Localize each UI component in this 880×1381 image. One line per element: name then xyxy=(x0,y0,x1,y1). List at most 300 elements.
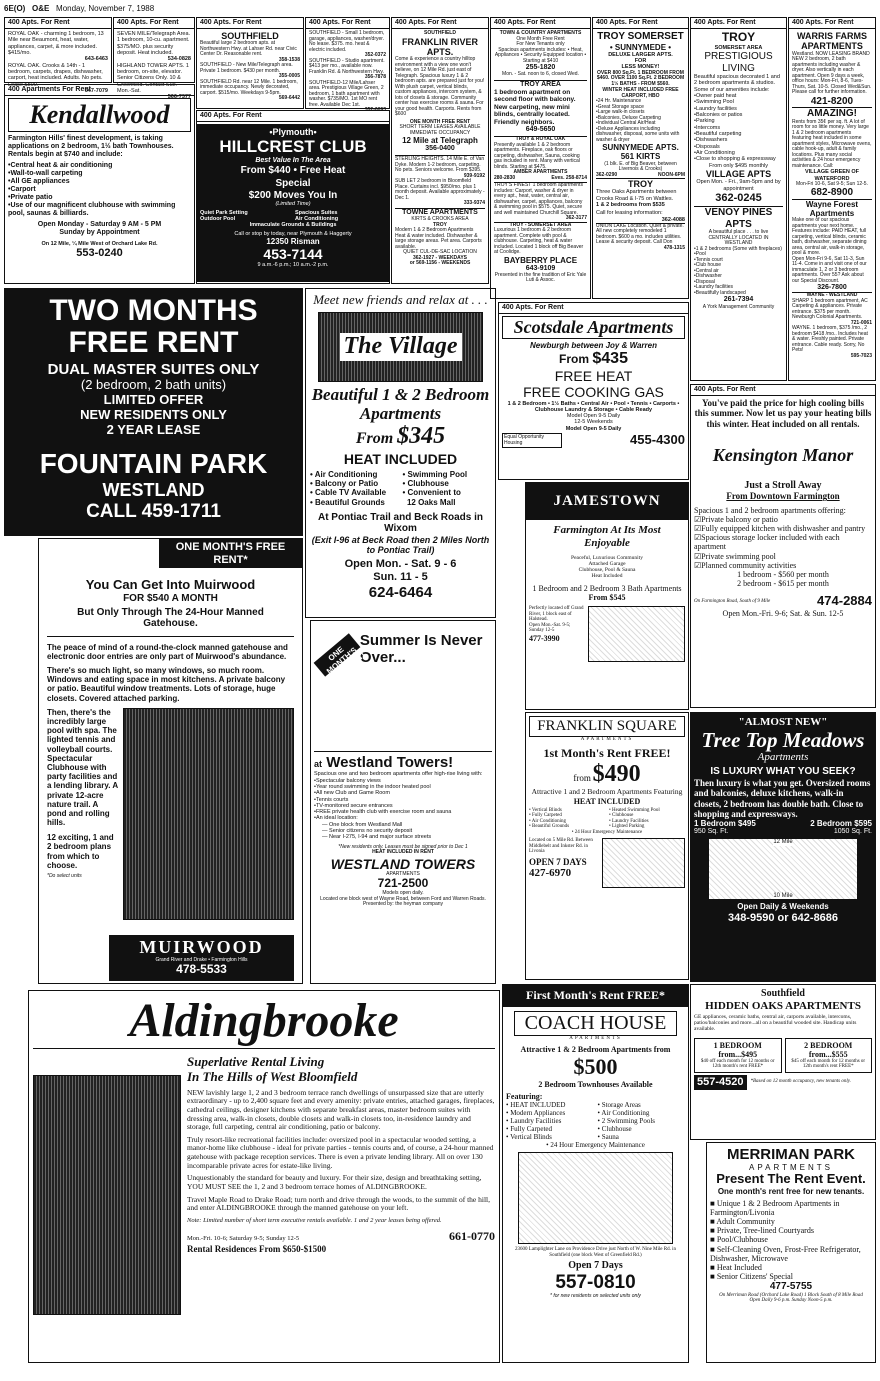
less-money: LESS MONEY! xyxy=(621,64,660,71)
ad-text: SOUTHFIELD - New Mile/Telegraph area. Private 1 bedroom. $430 per month. xyxy=(200,62,293,74)
features: 1 & 2 Bedroom • 1½ Baths • Central Air • Pool • Tennis • Carports • Clubhouse Laundry & Storage • Cable Ready xyxy=(507,400,680,413)
feature-item: • Air Conditioning xyxy=(597,1109,650,1118)
ad-the-village xyxy=(305,288,496,618)
location: Located one block west of Wayne Road, between Ford and Warren Roads. xyxy=(320,895,486,902)
banner: "ALMOST NEW" xyxy=(738,716,828,728)
column-header: 400 Apts. For Rent xyxy=(5,18,111,29)
subheadline: But Only Through The 24-Hour Manned Gatehouse. xyxy=(77,606,264,630)
free: 1st Month's Rent FREE! xyxy=(543,745,671,760)
title: FRANKLIN RIVER APTS. xyxy=(402,36,478,57)
troy-title: TROY AREA xyxy=(494,80,587,89)
feature-list xyxy=(314,778,492,822)
kirts: 561 KIRTS xyxy=(620,152,661,162)
hours-model: Model Open 9-5 Daily xyxy=(565,425,622,432)
feature-item: • Laundry facilities xyxy=(694,285,783,291)
headline: You Can Get Into Muirwood xyxy=(85,577,256,593)
feature-item: • FREE private health club with exercise room and sauna xyxy=(314,809,492,815)
logo-sub: APARTMENTS xyxy=(386,870,420,877)
b2-discount: $45 off each month for 12 months or 12th month's rent FREE* xyxy=(791,1058,866,1070)
stroll-2: From Downtown Farmington xyxy=(726,491,840,502)
open: OPEN 7 DAYS xyxy=(529,856,587,867)
ad-aldingbrooke xyxy=(28,990,500,1363)
feature-item: ■ Heat Included xyxy=(710,1262,762,1272)
classified-southfield-2 xyxy=(305,17,390,114)
feature-list xyxy=(694,515,872,570)
price: $435 xyxy=(592,349,628,367)
feature-item: • Fully Carpeted xyxy=(529,813,562,819)
ad-jamestown xyxy=(525,482,689,710)
location: On Merriman Road (Orchard Lake Road) 1 Block South of 8 Mile Road xyxy=(719,1292,863,1298)
bayberry-text: Presented in the fine tradition of Eric Yale Luti & Assoc. xyxy=(494,271,587,284)
stroll: Just a Stroll Away xyxy=(744,479,822,491)
note: *Based on 12 month occupancy, new tenants only. xyxy=(750,1079,851,1085)
logo: COACH HOUSE xyxy=(514,1011,677,1036)
vg-hours: Mon-Fri 10-6, Sat 9-5; Sun 12-5. xyxy=(796,180,868,187)
feature-item: • Balcony or Patio xyxy=(310,479,379,489)
intro-text: Farmington Hills' finest development, is taking applications on 2 bedroom, 1½ bath Townhouses. Rentals begin at $740 and include: xyxy=(8,134,174,159)
b1-discount: $40 off each month for 12 months or 12th month's rent FREE* xyxy=(700,1058,775,1070)
ad-text: ROYAL OAK - charming 1 bedroom, 13 Mile near Beaumont, heat, water, appliances, carpet, & more included. $415/mo. xyxy=(8,31,104,56)
heat-included: HEAT INCLUDED IN RENT xyxy=(372,849,434,856)
building-illustration xyxy=(33,1075,181,1315)
logo: WESTLAND TOWERS xyxy=(330,855,476,872)
at: at xyxy=(314,759,323,769)
feature-item: • Beautifully landscaped xyxy=(694,291,783,297)
paragraph-3: Then, there's the incredibly large pool with spa. The lighted tennis and volleyball courts. Spectacular Clubhouse with party facilities and a lending library. A private 12-acre nature trail. A pond and rolling hills. xyxy=(47,707,118,828)
feature-item: • Disposal xyxy=(694,280,783,286)
hours: NOON-6PM xyxy=(658,171,685,178)
hours: Mon. - Sat. noon to 6, closed Wed. xyxy=(502,71,579,78)
location: Newburgh between Joy & Warren xyxy=(530,340,657,350)
from: From only $495 monthly xyxy=(709,162,768,169)
feature-item: • HEAT INCLUDED xyxy=(506,1101,566,1110)
b2-price: from...$555 xyxy=(808,1049,848,1059)
feature-item: ☑ Private swimming pool xyxy=(694,552,872,561)
intro: Spacious 1 and 2 bedroom apartments offering: xyxy=(694,505,846,515)
phone: 721-2500 xyxy=(377,876,429,891)
feature-item: Spacious Suites xyxy=(295,209,338,216)
summer-headline: Summer Is Never Over... xyxy=(359,632,483,667)
ad-text: Westland. NOW LEASING BRAND NEW 2 bedroom, 2 bath apartments including washer & dryer. Also vertically in each apartment. Open 9 days a week, office hours: Mon-Fri, 8-6, Tues-Thurs, Sat. 10-5. Closed Wed&Sun. Please call for further information. xyxy=(792,50,872,96)
column-header: 400 Apts. For Rent xyxy=(392,18,488,29)
banner: First Month's Rent FREE* xyxy=(503,985,688,1007)
free-gas: FREE COOKING GAS xyxy=(523,384,664,401)
property-name: FOUNTAIN PARK xyxy=(39,448,268,479)
subtitle-2: For New Tenants only xyxy=(516,41,565,48)
club-title: HILLCREST CLUB xyxy=(219,137,367,157)
troy-2: TROY xyxy=(596,178,685,189)
logo: Kendallwood xyxy=(8,98,191,132)
feature-item: • 1 & 2 bedrooms (Some with fireplaces) xyxy=(694,247,783,253)
exit: (Exit I-96 at Beck Road then 2 Miles North to Pontiac Trail) xyxy=(311,534,490,556)
feature-item: • Pool xyxy=(694,252,783,258)
map-road: 10 Mile xyxy=(773,892,793,899)
meet-text: Meet new friends and relax at . . . xyxy=(313,292,488,307)
wayne2-text: WAYNE. 1 bedroom, $375 /mo., 2 bedroom $418 /mo.. Includes heat & water. Freshly painted. Private entrance. Cable ready. Sorry, No Pets! xyxy=(792,325,868,354)
intro: Beautiful spacious decorated 1 and 2 bedroom apartments & studios. Some of our amenities include: xyxy=(694,74,780,93)
wayne-phone: 326-7800 xyxy=(817,284,847,292)
paragraph-2: Truly resort-like recreational facilities include: oversized pool in a spectacular wooded setting, a manor-home like clubhouse - ideal for private parties - tennis courts and, of course, a 24-hour manned gatehouse with package reception services. There is even a private lending library. All on over 130 incomparable private acres for estate-like living. xyxy=(187,1134,494,1170)
feature-item: ■ Private, Tree-lined Courtyards xyxy=(710,1226,814,1236)
ad-text: Spacious apartments includes: • Heat, Appliances • Security Equipped location • Starting at $410 xyxy=(494,46,587,64)
sunnymede: SUNNYMEDE APTS. xyxy=(602,143,679,153)
feature-item: • Clubhouse xyxy=(402,479,449,489)
headline-2: FREE RENT xyxy=(68,325,239,359)
from: From xyxy=(559,351,590,366)
column-header: 400 Apts. For Rent xyxy=(197,18,303,29)
ad-text: SEVEN MILE/Telegraph Area. 1 bedroom, 10-cu. apartment. $375/MO. plus security deposit. Heat included. xyxy=(117,31,191,56)
paragraph-1: The peace of mind of a round-the-clock manned gatehouse and electronic door entries are only part of Muirwood's abundance. xyxy=(47,636,294,661)
location-map xyxy=(602,838,685,888)
tagline: Best Value In The Area xyxy=(255,156,331,164)
title: HIDDEN OAKS APARTMENTS xyxy=(705,999,861,1012)
ad-phone: 569-6442 xyxy=(278,95,300,102)
location: At Pontiac Trail and Beck Roads in Wixom xyxy=(317,511,484,535)
for: FOR xyxy=(634,58,647,65)
deluxe: DELUXE LARGER APTS. xyxy=(608,51,673,58)
logo: MUIRWOOD xyxy=(139,937,264,957)
ad-phone: 647-7079 xyxy=(84,87,108,94)
classified-seven-mile xyxy=(113,17,195,101)
ad-text: HIGHLAND TOWER APTS. 1 bedroom, on-site, elevator. Senior Citizens Only. 10 & Greenfield. Contact Sue. Mon.-Sat. xyxy=(117,62,189,94)
intro: Spacious one and two bedroom apartments offer high-rise living with: xyxy=(314,771,483,778)
note: Note: Limited number of short term executive rentals available. 1 and 2 year leases being offered. xyxy=(187,1216,442,1224)
call-phone: 362-4088 xyxy=(661,216,685,223)
description: Then luxury is what you get. Oversized rooms and balconies, deluxe kitchens, walk-in closets, 2 bedroom has double bath. Close to shopping and expressways. xyxy=(694,777,871,819)
hours: Open Mon. - Sat. 9 - 6 xyxy=(344,558,457,571)
from: From xyxy=(355,430,394,448)
feature-item: ■ Unique 1 & 2 Bedroom Apartments in Farmington/Livonia xyxy=(710,1198,840,1217)
hours: Open Daily 9-6 p.m. Sunday Noon-5 p.m. xyxy=(749,1298,833,1304)
logo: Kensington Manor xyxy=(712,445,854,466)
location-map xyxy=(588,606,685,662)
offer: One month's rent free for new tenants. xyxy=(717,1187,865,1197)
column-header: 400 Apts. For Rent xyxy=(789,18,875,29)
feature-item: • Vertical Blinds xyxy=(506,1133,552,1142)
note: * for new residents on selected units only xyxy=(550,1292,641,1299)
question: IS LUXURY WHAT YOU SEEK? xyxy=(710,766,856,778)
ad-title: SOUTHFIELD xyxy=(221,31,279,42)
location: 12 Mile at Telegraph xyxy=(402,136,478,146)
ad-phone: 355-0005 xyxy=(278,73,300,80)
price: $490 xyxy=(592,760,641,787)
from-price: From $545 xyxy=(588,592,626,602)
vg-phone: 682-8900 xyxy=(810,187,854,199)
dual-suites: DUAL MASTER SUITES ONLY xyxy=(47,361,260,378)
ad-phone: 939-9192 xyxy=(463,172,485,179)
open: Open Daily & Weekends xyxy=(737,902,829,912)
royal-title: TROY & ROYAL OAK xyxy=(494,136,587,143)
feature-item: • 2 Swimming Pools xyxy=(597,1117,655,1126)
royal-text: Presently available 1 & 2 bedroom apartments. Fireplace, oak floors or carpeting, dishwasher, Sauna, cooking gas included in rent. Many with vertical blinds. Starting at $475. xyxy=(494,141,580,170)
call-text: Call or stop by today, near Plymouth & Haggerty xyxy=(234,230,352,237)
ad-text: SOUTHFIELD - Small 1 bedroom, garage, appliances, washer/dryer. No lease. $375. mo. heat & electric included. xyxy=(309,30,385,53)
union-phone: 478-1315 xyxy=(663,244,685,251)
feature-item: • All new Club and Game Room xyxy=(314,790,492,796)
royal-phone: 280-2830 xyxy=(494,174,516,181)
feature-item: • Dishwasher xyxy=(694,274,783,280)
royal-company: AMBER APARTMENTS xyxy=(513,169,568,176)
feature-list xyxy=(710,1199,872,1282)
tagline: Superlative Rental Living xyxy=(187,1053,325,1069)
feature-item: — Near I-275, I-94 and major surface streets xyxy=(322,834,432,841)
feature-item: • Parking xyxy=(694,118,783,124)
feature-item: • Club house xyxy=(694,263,783,269)
feature-item: • Balconies or patios xyxy=(694,112,783,118)
feature-item: • Tennis courts xyxy=(314,797,492,803)
feature-list xyxy=(8,162,191,218)
price-2br: 2 bedroom - $615 per month xyxy=(737,579,829,589)
ad-phone: 566-7377 xyxy=(167,94,191,101)
feature-item: • Owner paid heat xyxy=(694,93,783,99)
feature-item: • Convenient to xyxy=(402,488,461,498)
feature-item: • Fully Carpeted xyxy=(506,1125,553,1134)
troy-phone: 649-5650 xyxy=(525,125,556,133)
column-header: 400 Apts. For Rent xyxy=(197,111,389,122)
towne-phone: 362-1927 - WEEKDAYS xyxy=(412,254,467,261)
phone: 348-9590 or 642-8686 xyxy=(727,911,839,924)
phone: 477-3990 xyxy=(529,633,560,643)
feature-item: • Central heat & air conditioning xyxy=(8,162,191,170)
ad-fountain-park xyxy=(4,288,303,536)
feature-item: • Sauna xyxy=(597,1133,619,1142)
heat: HEAT INCLUDED xyxy=(573,796,641,806)
b1-price: from...$495 xyxy=(718,1049,758,1059)
heat-included: HEAT INCLUDED xyxy=(343,450,458,467)
title: WARRIS FARMS APARTMENTS xyxy=(796,31,867,52)
feature-item: • Clubhouse xyxy=(597,1125,632,1134)
map-road: 12 Mile xyxy=(773,839,793,846)
eho-icon: Equal Opportunity Housing xyxy=(502,433,562,448)
ad-phone: 358-1538 xyxy=(278,56,300,63)
feature-item: • Large walk-in closets xyxy=(596,110,685,116)
feature-item: • 24 Hr. Maintenance xyxy=(596,99,685,105)
ad-hidden-oaks xyxy=(690,984,876,1140)
townhouses: 2 Bedroom Townhouses Available xyxy=(538,1079,653,1089)
title: MERRIMAN PARK xyxy=(726,1146,856,1163)
feature-item: • Modern Appliances xyxy=(506,1109,566,1118)
union-text: UNION LAKE Location. Quiet & private. All new completely remodeled 1 bedroom. $600 a mo. includes utilities. Lease & security deposit. Call Don xyxy=(596,222,684,246)
ad-text: ROYAL OAK. Crooks & 14th - 1 bedroom, carpets, drapes, dishwasher, carport, heat included. Adults. No pets. Lease $500. xyxy=(8,62,103,88)
ribbon: ONE MONTH'S FREE RENT xyxy=(314,633,361,676)
phone: 624-6464 xyxy=(368,583,433,601)
footnote: *Do select units xyxy=(47,873,82,880)
phone: 474-2884 xyxy=(817,593,872,609)
feature-item: Heat Included xyxy=(591,573,623,580)
title: Farmington At Its Most Enjoyable xyxy=(553,524,661,549)
hours: Open Mon.-Sat. 9-5; Sunday 12-5 xyxy=(529,622,571,634)
feature-list xyxy=(694,93,783,162)
phone: 557-4520 xyxy=(694,1075,747,1090)
ad-coach-house xyxy=(502,984,689,1363)
hours: Open Monday - Saturday 9 AM - 5 PM xyxy=(37,221,162,229)
feature-item: • Carport xyxy=(8,186,191,194)
lease: 2 YEAR LEASE xyxy=(106,422,201,438)
title: Westland Towers! xyxy=(326,754,454,771)
somerset-text: Luxurious 1 bedroom & 2 bedroom apartment. Complete with pool & clubhouse. Carpeting, heat & water included. Located 1 block off Big Beaver at Coolidge. xyxy=(494,227,584,256)
feature-item: • Wall-to-wall carpeting xyxy=(8,170,191,178)
feature-list xyxy=(596,99,685,143)
note: *New residents only. Leases must be signed prior to Dec 1 xyxy=(338,843,468,850)
ad-phone: 643-6463 xyxy=(84,56,108,63)
feature-item: • Deluxe Appliances including dishwasher, disposal, some units with washer & dryer xyxy=(596,127,685,144)
price-2br: 2 Bedroom $595 xyxy=(810,819,872,829)
sizes: OVER 800 Sq.Ft. 1 BEDROOM FROM $460. OVER 1100 Sq.Ft. 2 BEDROOM 1½ BATHS - FROM $560. xyxy=(596,69,685,87)
royal-evenings: Eves. 258-8714 xyxy=(551,174,587,181)
ad-merriman-park xyxy=(706,1142,876,1363)
phone: 362-0245 xyxy=(715,191,762,204)
issue-date: Monday, November 7, 1988 xyxy=(56,4,155,13)
paper-name: O&E xyxy=(32,4,50,13)
section-header: 400 Apartments For Rent xyxy=(5,85,194,96)
feature-item: ■ Pool/Clubhouse xyxy=(710,1235,768,1245)
hours: 9 a.m.-6 p.m.; 10 a.m.-2 p.m. xyxy=(257,262,329,269)
wayne2-phone: 595-7023 xyxy=(850,352,872,359)
kicker: •Plymouth• xyxy=(269,127,317,138)
ad-tree-top-meadows xyxy=(690,712,876,982)
living: LIVING xyxy=(722,62,755,74)
ad-phone: 333-9374 xyxy=(463,200,485,207)
feature-item: Air Conditioning xyxy=(295,216,339,223)
models: Models open daily. xyxy=(382,890,424,897)
towne-city: TROY xyxy=(433,221,447,228)
free-rent: ONE MONTH FREE RENT xyxy=(409,118,471,125)
feature-item: ☑ Planned community activities xyxy=(694,561,872,570)
limited-time: (Limited Time) xyxy=(275,201,311,208)
feature-item: • Beautiful Grounds xyxy=(310,497,385,507)
logo: Aldingbrooke xyxy=(33,995,495,1049)
ad-scotsdale xyxy=(498,302,689,480)
subtitle: SOMERSET AREA xyxy=(714,44,763,51)
feature-item: • Balconies, Deluxe Carpeting xyxy=(596,116,685,122)
ad-kendallwood xyxy=(4,84,195,284)
first-text: TROY'S FINEST 1 bedroom apartments includes: Carport, washer & dryer in every apt., heat, water, central air, dishwasher, carpet, appliances, balcony & swimming pool in $575. Quiet, secure and well maintained Churchill Square. xyxy=(494,182,587,216)
venoy-text: A beautiful place . . . to live CENTRALLY LOCATED IN WESTLAND xyxy=(708,229,769,247)
feature-item: • Swimming Pool xyxy=(402,470,468,479)
wayne-west-text: SHARP 1 bedroom apartment, AC Carpeting & appliances. Private entrance. $375 per month. Newburgh Colonial Apartments. xyxy=(792,297,868,321)
phone: 427-6970 xyxy=(529,867,572,880)
price: $500 xyxy=(573,1054,618,1080)
hours-sunday: Sun. 11 - 5 xyxy=(373,571,428,584)
phone: 557-0810 xyxy=(555,1271,636,1293)
feature-item: • Close to shopping & expressway xyxy=(694,156,783,162)
amazing: AMAZING! xyxy=(792,107,872,120)
wayne-title: Wayne Forest Apartments xyxy=(792,199,872,218)
logo: Tree Top Meadows xyxy=(701,727,865,752)
feature-item: • Laundry Facilities xyxy=(506,1117,562,1126)
feature-item: • Private patio xyxy=(8,194,191,202)
price: FOR $540 A MONTH xyxy=(123,593,218,605)
phone: 362-0290 xyxy=(596,171,618,178)
location: Grand River and Drake • Farmington Hills xyxy=(155,956,248,963)
price: From $440 • Free Heat xyxy=(240,164,346,176)
feature-item: • Dishwashers xyxy=(694,137,783,143)
feature-item: Outdoor Pool xyxy=(200,216,236,223)
logo-sub: APARTMENTS xyxy=(569,1035,622,1041)
featuring: Featuring: xyxy=(506,1091,543,1101)
units: 1 Bedroom and 2 Bedroom 3 Bath Apartments xyxy=(532,583,682,593)
occupancy: IMMEDIATE OCCUPANCY xyxy=(409,129,471,136)
venoy-features xyxy=(694,247,783,297)
size-1br: 950 Sq. Ft. xyxy=(694,828,729,836)
description: GE appliances, ceramic baths, central air, carports available, intercoms, patios/balconies and more...all on a beautiful wooded site. Handicap units available. xyxy=(694,1013,857,1033)
feature-item: • Air Conditioning xyxy=(694,150,783,156)
feature-item: • Beautiful Grounds xyxy=(529,824,570,830)
page-number: 6E(O) xyxy=(4,4,26,13)
price: $345 xyxy=(397,423,446,450)
subtitle: APARTMENTS xyxy=(749,1163,833,1173)
feature-item: • An ideal location: xyxy=(314,815,492,821)
ad-text: SOUTHFIELD Rd. near 12 Mile. 1 bedroom, immediate occupancy. Newly decorated, carport. $515/mo. Weekdays 9-5pm. xyxy=(200,78,298,96)
phone: 255-1820 xyxy=(525,64,556,72)
subtitle: One Month Free Rent xyxy=(516,35,565,42)
feature-item: • Heated Swimming Pool xyxy=(609,807,660,813)
subtitle: • SUNNYMEDE • xyxy=(609,42,672,52)
phone: 455-4300 xyxy=(630,432,685,448)
hours-sunday: Sunday by Appointment xyxy=(59,229,140,237)
feature-item: Immaculate Grounds & Buildings xyxy=(249,222,337,229)
column-header: 400 Apts. For Rent xyxy=(691,18,786,29)
ad-westland-towers xyxy=(310,620,496,984)
ad-text: Come & experience a country hilltop environment with a view one won't believe, on 12 Mile Rd. just east of Telegraph. Spacious luxury 1 & 2 bedroom apts. are prepared just for you! With plush carpet, vertical blinds, custom appliances, intercom system, & lots of closets & storage. Community center has exercise rooms & sauna. For your good health. Carports. Rents from $600 xyxy=(395,56,485,118)
price-1br: 1 Bedroom $495 xyxy=(694,819,756,829)
phone: CALL 459-1711 xyxy=(86,500,221,522)
b2-label: 2 BEDROOM xyxy=(804,1040,853,1050)
column-header: 400 Apts. For Rent xyxy=(691,385,875,396)
city: Southfield xyxy=(761,988,805,999)
feature-item: • Cable TV Available xyxy=(310,488,387,498)
feature-item: ■ Senior Citizens' Special xyxy=(710,1272,793,1282)
phone: 553-0240 xyxy=(76,246,123,259)
address: 12350 Risman xyxy=(266,237,320,247)
feature-item: Clubhouse, Pool & Sauna xyxy=(578,567,636,574)
ad-kensington-manor xyxy=(690,384,876,708)
feature-item: • Intercoms xyxy=(694,125,783,131)
logo: Scotsdale Apartments xyxy=(502,316,685,339)
column-header: 400 Apts. For Rent xyxy=(306,18,389,29)
hours: Open Mon. - Fri., 9am-5pm and by appointment xyxy=(696,179,781,192)
troy-text: 1 bedroom apartment on second floor with balcony. New carpeting, new mini blinds, centrally located. Friendly neighbors. xyxy=(494,88,576,126)
ad-phone: 534-0828 xyxy=(167,56,191,63)
units: (2 bedroom, 2 bath units) xyxy=(80,377,227,393)
winter: WINTER HEAT INCLUDED FREE CARPORT, HBO xyxy=(602,87,679,99)
kirts-location: (1 blk. E. of Big Beaver, between Livernois & Crooks) xyxy=(604,160,677,173)
title: TOWN & COUNTRY APARTMENTS xyxy=(499,30,582,37)
maintenance: • 24 Hour Emergency Maintenance xyxy=(571,829,643,835)
ad-text: Beautiful large 2 bedroom apts. at Northwestern Hwy. at Lahser Rd. near Civic Center Dr. Reasonable rent. xyxy=(200,40,297,58)
lease: SHORT TERM LEASES AVAILABLE xyxy=(399,124,481,131)
paragraph-3: Unquestionably the standard for beauty and luxury. For their size, design and breathtaking setting, YOU MUST SEE the 1, 2 and 3 bedroom terrace homes of ALDINGBROOKE. xyxy=(187,1173,482,1191)
classified-southfield xyxy=(196,17,304,109)
feature-item: ■ Self-Cleaning Oven, Frost-Free Refrigerator, Dishwasher, Microwave xyxy=(710,1244,861,1263)
feature-item: 12 Oaks Mall xyxy=(406,497,456,507)
village: VILLAGE APTS xyxy=(705,168,772,179)
from: from xyxy=(573,772,591,783)
wayne-text: Make one of our spacious apartments your next home. Features include: PAID HEAT, full carpeting, vertical blinds, ceramic bath, dishwasher, separate dining area, central air, walk-in storage, pool & more. xyxy=(792,217,867,257)
logo: The Village xyxy=(340,333,462,361)
troy-2-text: Three Oaks Apartments between Crooks Road & I-75 on Wattles. xyxy=(596,189,677,202)
feature-item: • Air Conditioning xyxy=(310,470,378,479)
vg-title: VILLAGE GREEN OF WATERFORD xyxy=(804,169,860,182)
feature-item: ☑ Spacious storage locker included with each apartment xyxy=(694,533,872,551)
feature-item: • Air Conditioning xyxy=(529,818,567,824)
city: WESTLAND xyxy=(102,480,205,501)
ad-text: SOUTHFIELD - Studio apartment. $413 per mo., available now. Franklin Rd. & Northwestern Hwy. xyxy=(309,57,385,75)
area: SOUTHFIELD xyxy=(424,30,456,37)
title: TROY xyxy=(721,30,756,45)
title: TROY SOMERSET xyxy=(597,31,684,43)
ad-text: SOUTHFIELD-12 Mile/Lahser area. Prestigious Village Green, 2 bedroom, 1 bath apartment with washer. $735/MO. 1st MO rent free. Available Dec 1st. xyxy=(309,79,384,108)
